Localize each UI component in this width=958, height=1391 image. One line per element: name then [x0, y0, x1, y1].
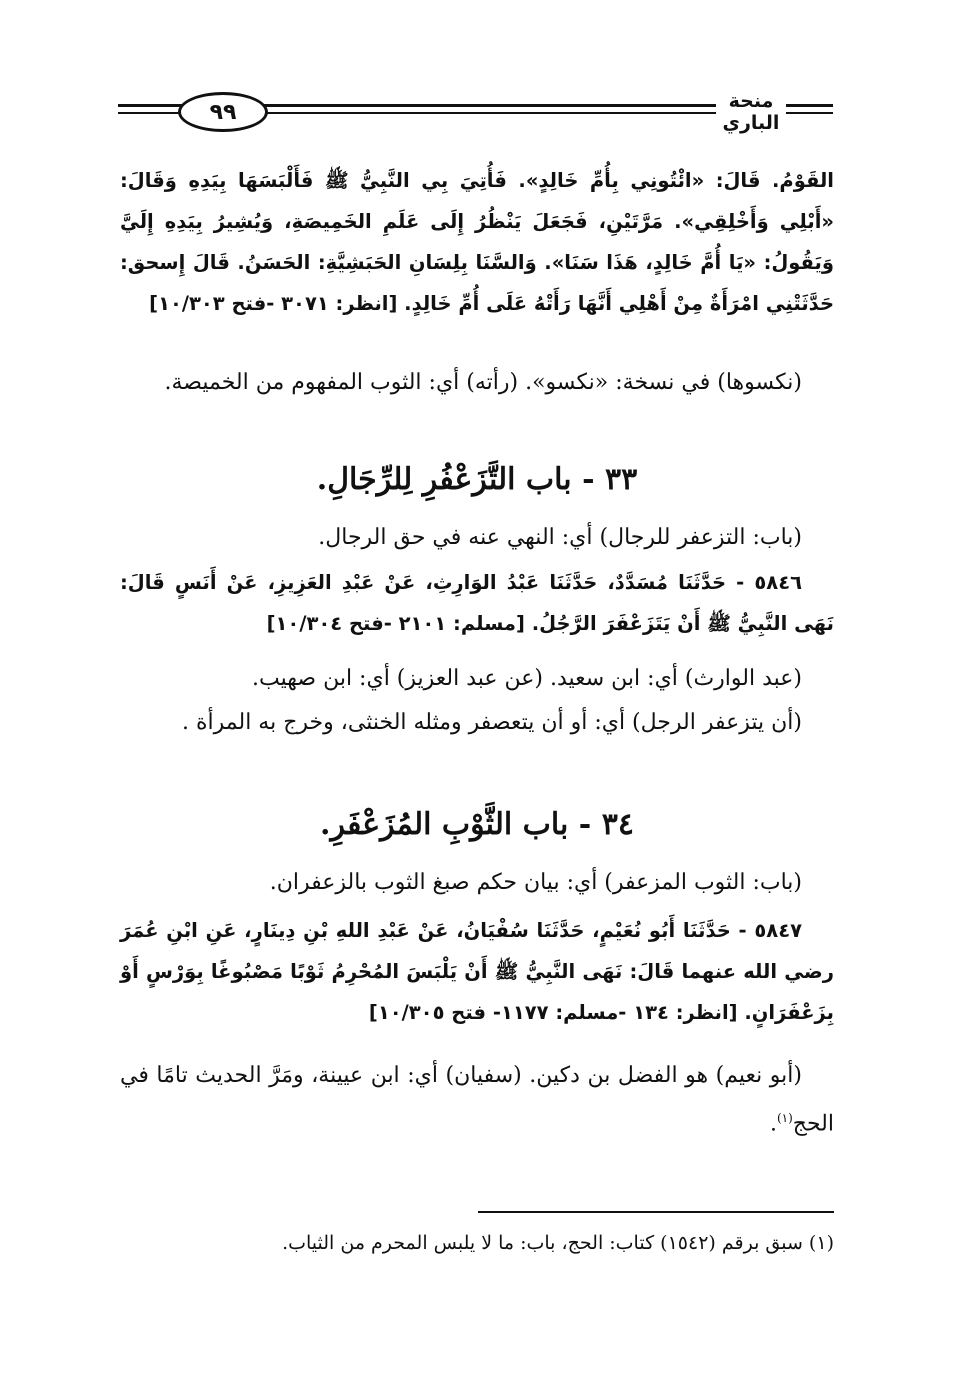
- header-rule: [786, 112, 833, 114]
- comment-text: (أبو نعيم) هو الفضل بن دكين. (سفيان) أي: ابن عيينة، ومَرَّ الحديث تامًا في الحج: [120, 1063, 834, 1137]
- header-rule: [118, 104, 188, 107]
- comment-end: .: [769, 1111, 777, 1137]
- running-title: منحة الباري: [722, 90, 780, 134]
- chapter-34-bab-note: (باب: الثوب المزعفر) أي: بيان حكم صبغ الثوب بالزعفران.: [269, 870, 802, 895]
- footnote-separator: [478, 1211, 834, 1213]
- chapter-34-comment-1: [120, 1055, 834, 1145]
- chapter-34-heading: ٣٤ - باب الثَّوْبِ المُزَعْفَرِ.: [320, 807, 634, 842]
- chapter-33-heading: ٣٣ - باب التَّزَعْفُرِ لِلرِّجَالِ.: [316, 462, 638, 497]
- chapter-33-comment-1: (عبد الوارث) أي: ابن سعيد. (عن عبد العزيز) أي: ابن صهيب.: [252, 666, 802, 691]
- chapter-33-comment-2: (أن يتزعفر الرجل) أي: أو أن يتعصفر ومثله الخنثى، وخرج به المرأة .: [182, 710, 802, 735]
- hadith-text-top: القَوْمُ. قَالَ: «ائْتُونِي بِأُمِّ خَالِدٍ». فَأُتِيَ بِي النَّبِيُّ ﷺ فَأَلْبَسَهَا بِيَدِهِ وَقَالَ: «أَبْلِي وَأَخْلِقِي». مَرَّتَيْنِ، فَجَعَلَ يَنْظُرُ إِلَى عَلَمِ الخَمِيصَةِ، وَيُشِيرُ بِيَدِهِ إِلَيَّ وَيَقُولُ: «يَا أُمَّ خَالِدٍ، هَذَا سَنَا». وَالسَّنَا بِلِسَانِ الحَبَشِيَّةِ: الحَسَنُ. قَالَ إِسحق: حَدَّثَتْنِي امْرَأَةٌ مِنْ أَهْلِي أَنَّهَا رَأَتْهُ عَلَى أُمِّ خَالِدٍ. [انظر: ٣٠٧١ -فتح ١٠/٣٠٣]: [120, 169, 834, 315]
- footnote-reference: (١): [776, 1111, 793, 1125]
- header-rule: [256, 112, 716, 114]
- page-header: [118, 88, 833, 138]
- commentary-top: (نكسوها) في نسخة: «نكسو». (رأته) أي: الثوب المفهوم من الخميصة.: [164, 370, 802, 395]
- hadith-5846: ٥٨٤٦ - حَدَّثَنَا مُسَدَّدٌ، حَدَّثَنَا عَبْدُ الوَارِثِ، عَنْ عَبْدِ العَزِيزِ، عَنْ أَنَسٍ قَالَ: نَهَى النَّبِيُّ ﷺ أَنْ يَتَزَعْفَرَ الرَّجُلُ. [مسلم: ٢١٠١ -فتح ١٠/٣٠٤]: [120, 571, 834, 635]
- hadith-5847: ٥٨٤٧ - حَدَّثَنَا أَبُو نُعَيْمٍ، حَدَّثَنَا سُفْيَانُ، عَنْ عَبْدِ اللهِ بْنِ دِينَارٍ، عَنِ ابْنِ عُمَرَ رضي الله عنهما قَالَ: نَهَى النَّبِيُّ ﷺ أَنْ يَلْبَسَ المُحْرِمُ ثَوْبًا مَصْبُوغًا بِوَرْسٍ أَوْ بِزَعْفَرَانٍ. [انظر: ١٣٤ -مسلم: ١١٧٧- فتح ١٠/٣٠٥]: [120, 919, 834, 1024]
- chapter-33-bab-note: (باب: التزعفر للرجال) أي: النهي عنه في حق الرجال.: [318, 525, 802, 550]
- footnote: (١) سبق برقم (١٥٤٢) كتاب: الحج، باب: ما لا يلبس المحرم من الثياب.: [282, 1232, 834, 1254]
- header-rule: [256, 104, 716, 107]
- header-rule: [786, 104, 833, 107]
- page-number: ٩٩: [178, 92, 268, 132]
